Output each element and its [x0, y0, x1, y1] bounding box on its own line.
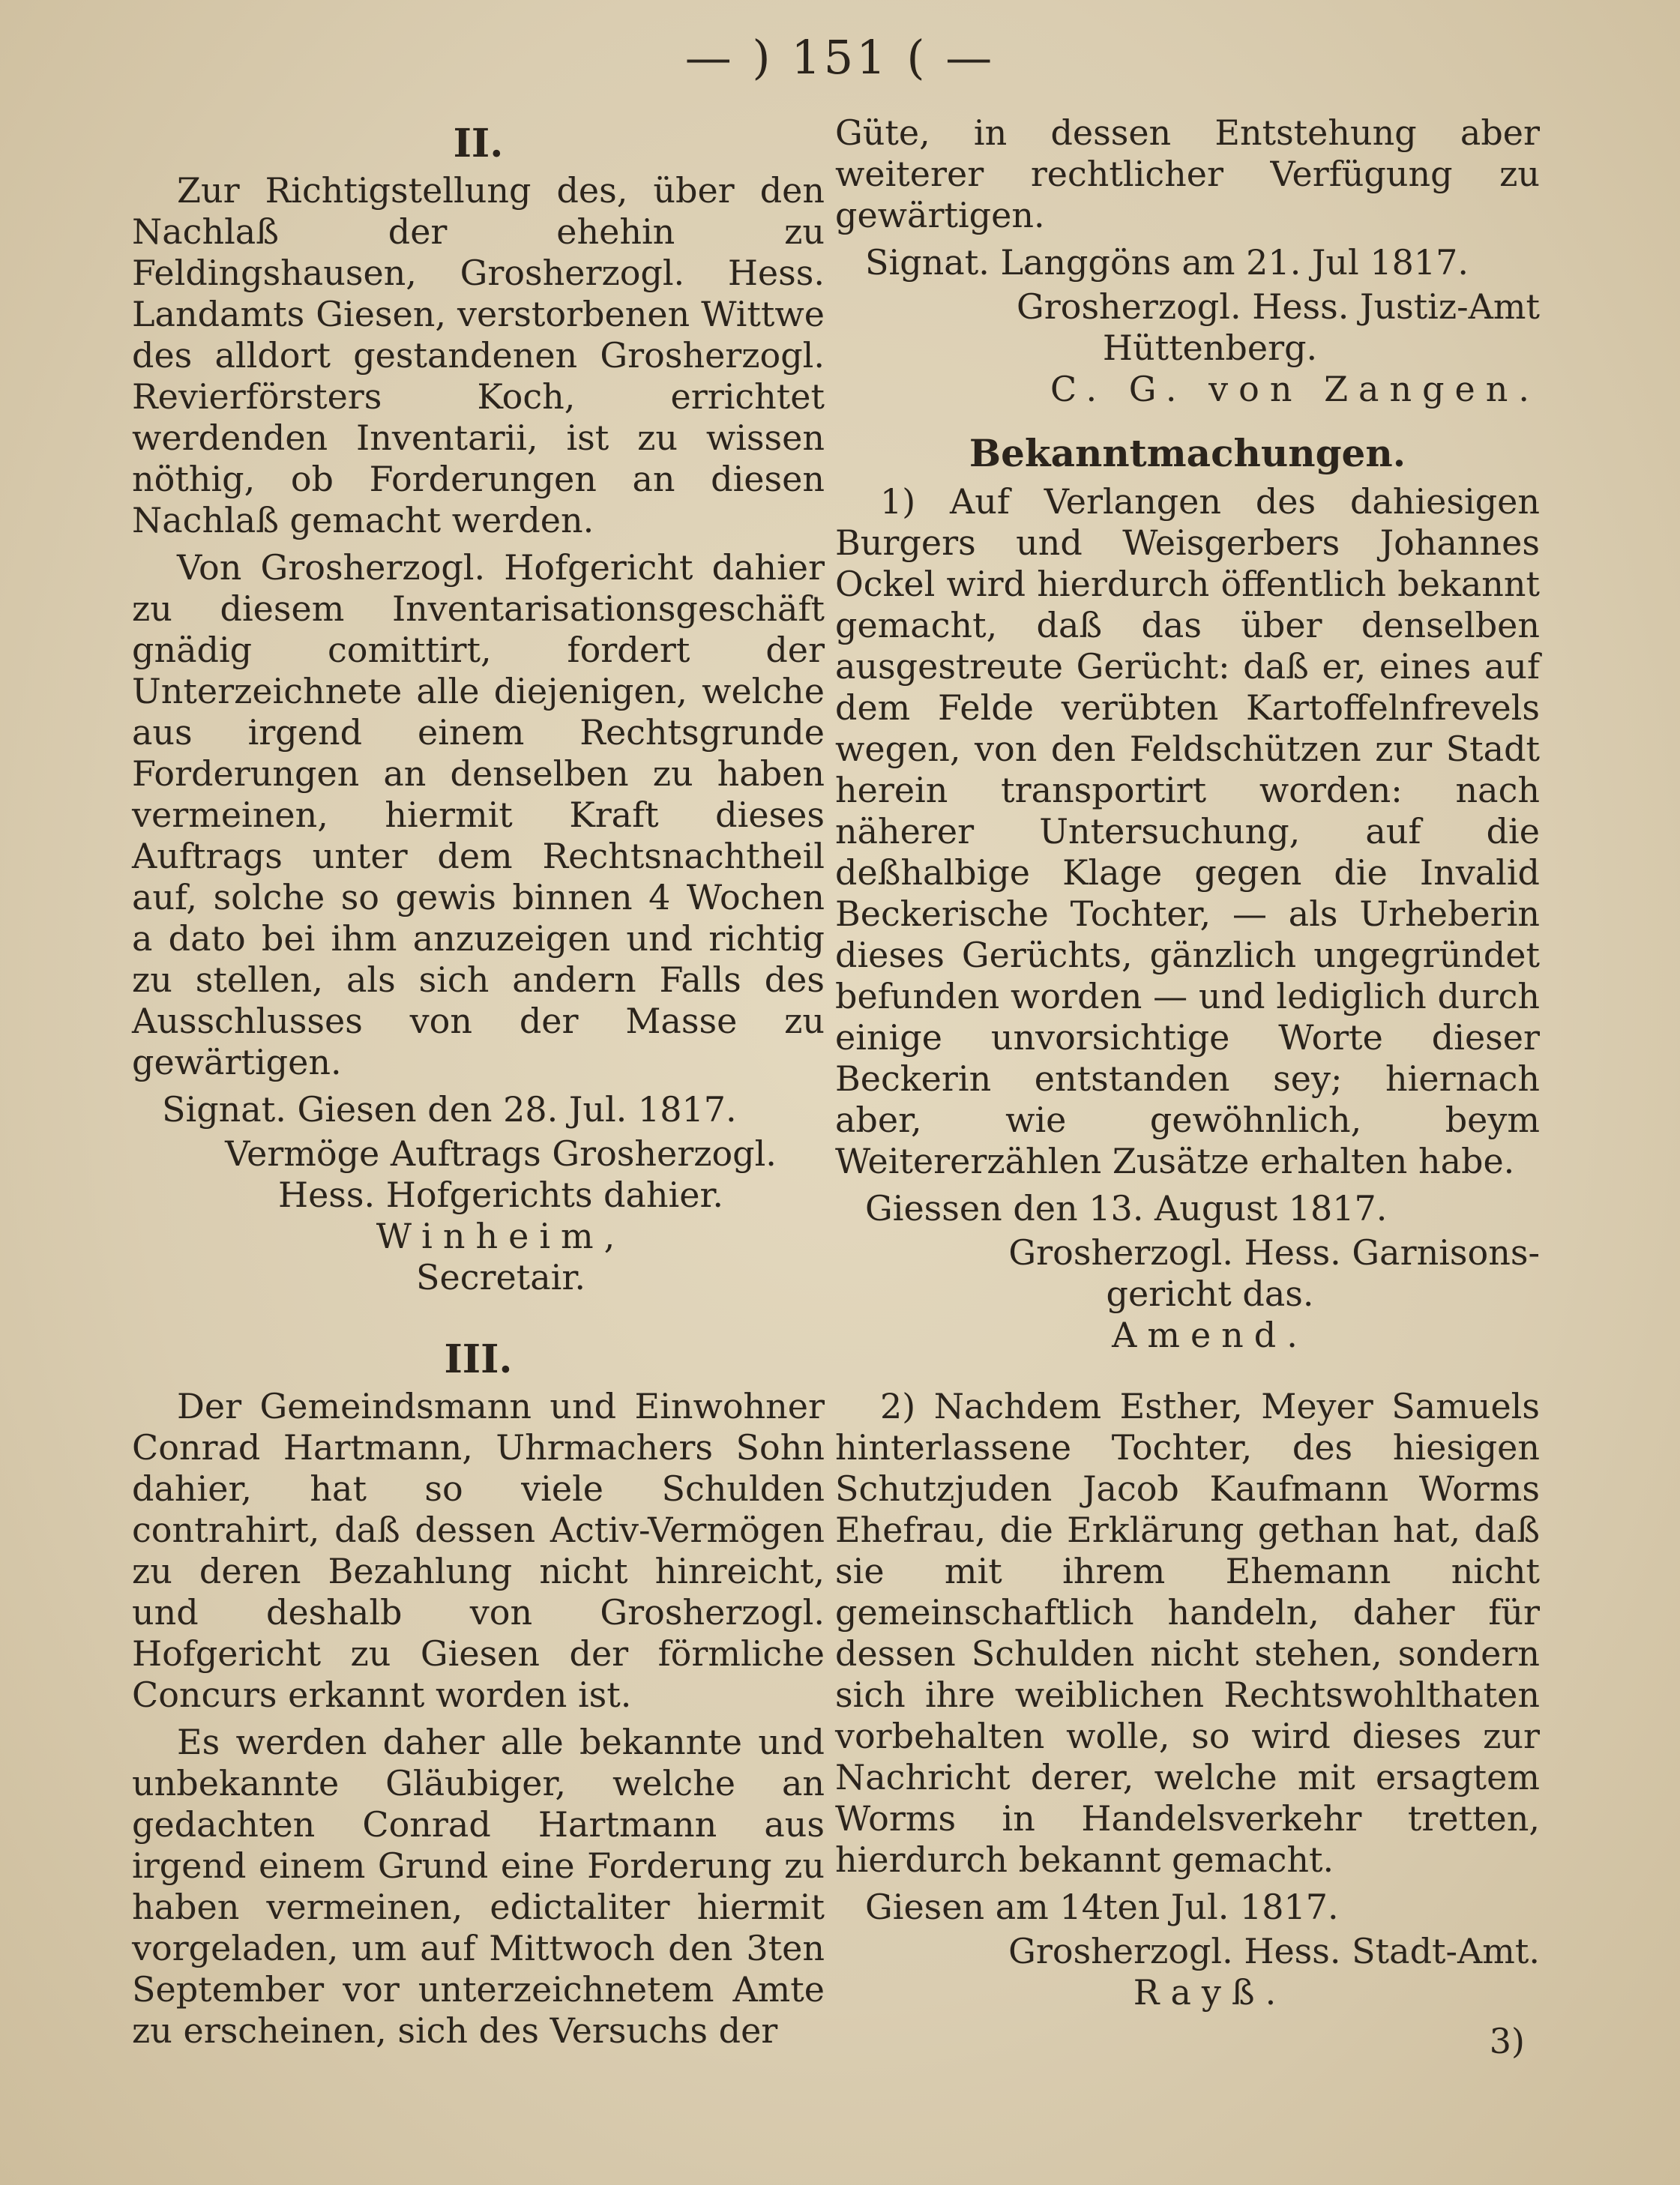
section-ii-signer-role: Secretair. [416, 1257, 585, 1298]
announcement-2-paragraph: 2) Nachdem Esther, Meyer Samuels hinterlassene Tochter, des hiesigen Schutzjuden Jacob Kaufmann Worms Ehefrau, die Erklärung gethan hat, daß sie mit ihrem Ehemann nicht gemeinschaftlich handeln, daher für dessen Schulden nicht stehen, sondern sich ihre weiblichen Rechtswohlthaten vorbehalten wolle, so wird dieses zur Nachricht derer, welche mit ersagtem Worms in Handelsverkehr tretten, hierdurch bekannt gemacht. [835, 1386, 1540, 1880]
section-title-ii: II. [453, 121, 504, 166]
section-ii-paragraph-2: Von Grosherzogl. Hofgericht dahier zu diesem Inventarisationsgeschäft gnädig comittirt, fordert der Unterzeichnete alle diejenigen, welche aus irgend einem Rechtsgrunde Forderungen an denselben zu haben vermeinen, hiermit Kraft dieses Auftrags unter dem Rechtsnachtheil auf, solche so gewis binnen 4 Wochen a dato bei ihm anzuzeigen und richtig zu stellen, als sich andern Falls des Ausschlusses von der Masse zu gewärtigen. [132, 547, 825, 1082]
announcement-1-date: Giessen den 13. August 1817. [865, 1188, 1388, 1229]
section-ii-signature-date: Signat. Giesen den 28. Jul. 1817. [162, 1089, 737, 1130]
announcement-2-date: Giesen am 14ten Jul. 1817. [865, 1887, 1339, 1927]
announcement-2-signer-name: Rayß. [1133, 1972, 1287, 2013]
announcement-1-signer-name: Amend. [1112, 1315, 1308, 1355]
continued-signature-date: Signat. Langgöns am 21. Jul 1817. [865, 242, 1469, 283]
section-ii-authority-line-2: Hess. Hofgerichts dahier. [277, 1175, 724, 1215]
continued-authority-line-1: Grosherzogl. Hess. Justiz-Amt [1017, 286, 1540, 327]
section-ii-signer-name: Winheim, [376, 1216, 626, 1256]
section-ii-authority-line-1: Vermöge Auftrags Grosherzogl. [225, 1133, 777, 1174]
announcements-heading: Bekanntmachungen. [969, 431, 1406, 475]
announcement-2-authority: Grosherzogl. Hess. Stadt-Amt. [1008, 1931, 1540, 1971]
section-title-iii: III. [444, 1336, 513, 1382]
catchword: 3) [1489, 2021, 1525, 2061]
continued-authority-line-2: Hüttenberg. [1102, 328, 1318, 368]
right-column [835, 112, 1540, 2062]
continued-text: Güte, in dessen Entstehung aber weiterer rechtlicher Verfügung zu gewärtigen. [835, 112, 1540, 235]
announcement-1-paragraph: 1) Auf Verlangen des dahiesigen Burgers und Weisgerbers Johannes Ockel wird hierdurch öffentlich bekannt gemacht, daß das über denselben ausgestreute Gerücht: daß er, eines auf dem Felde verübten Kartoffelnfrevels wegen, von den Feldschützen zur Stadt herein transportirt worden: nach näherer Untersuchung, auf die deßhalbige Klage gegen die Invalid Beckerische Tochter, — als Urheberin dieses Gerüchts, gänzlich ungegründet befunden worden — und lediglich durch einige unvorsichtige Worte dieser Beckerin entstanden sey; hiernach aber, wie gewöhnlich, beym Weitererzählen Zusätze erhalten habe. [835, 481, 1540, 1181]
page-number: — ) 151 ( — [684, 30, 996, 85]
section-iii-paragraph-2: Es werden daher alle bekannte und unbekannte Gläubiger, welche an gedachten Conrad Hartmann aus irgend einem Grund eine Forderung zu haben vermeinen, edictaliter hiermit vorgeladen, um auf Mittwoch den 3ten September vor unterzeichnetem Amte zu erscheinen, sich des Versuchs der [132, 1722, 825, 2051]
announcement-1-authority-line-1: Grosherzogl. Hess. Garnisons- [1008, 1232, 1540, 1273]
left-column [132, 112, 825, 2058]
section-iii-paragraph-1: Der Gemeindsmann und Einwohner Conrad Hartmann, Uhrmachers Sohn dahier, hat so viele Schulden contrahirt, daß dessen Activ-Vermögen zu deren Bezahlung nicht hinreicht, und deshalb von Grosherzogl. Hofgericht zu Giesen der förmliche Concurs erkannt worden ist. [132, 1386, 825, 1715]
section-ii-paragraph-1: Zur Richtigstellung des, über den Nachlaß der ehehin zu Feldingshausen, Grosherzogl. Hess. Landamts Giesen, verstorbenen Wittwe des alldort gestandenen Grosherzogl. Revierförsters Koch, errichtet werdenden Inventarii, ist zu wissen nöthig, ob Forderungen an diesen Nachlaß gemacht werden. [132, 170, 825, 540]
announcement-1-authority-line-2: gericht das. [1106, 1274, 1314, 1314]
continued-signer-name: C. G. von Zangen. [1050, 369, 1540, 409]
